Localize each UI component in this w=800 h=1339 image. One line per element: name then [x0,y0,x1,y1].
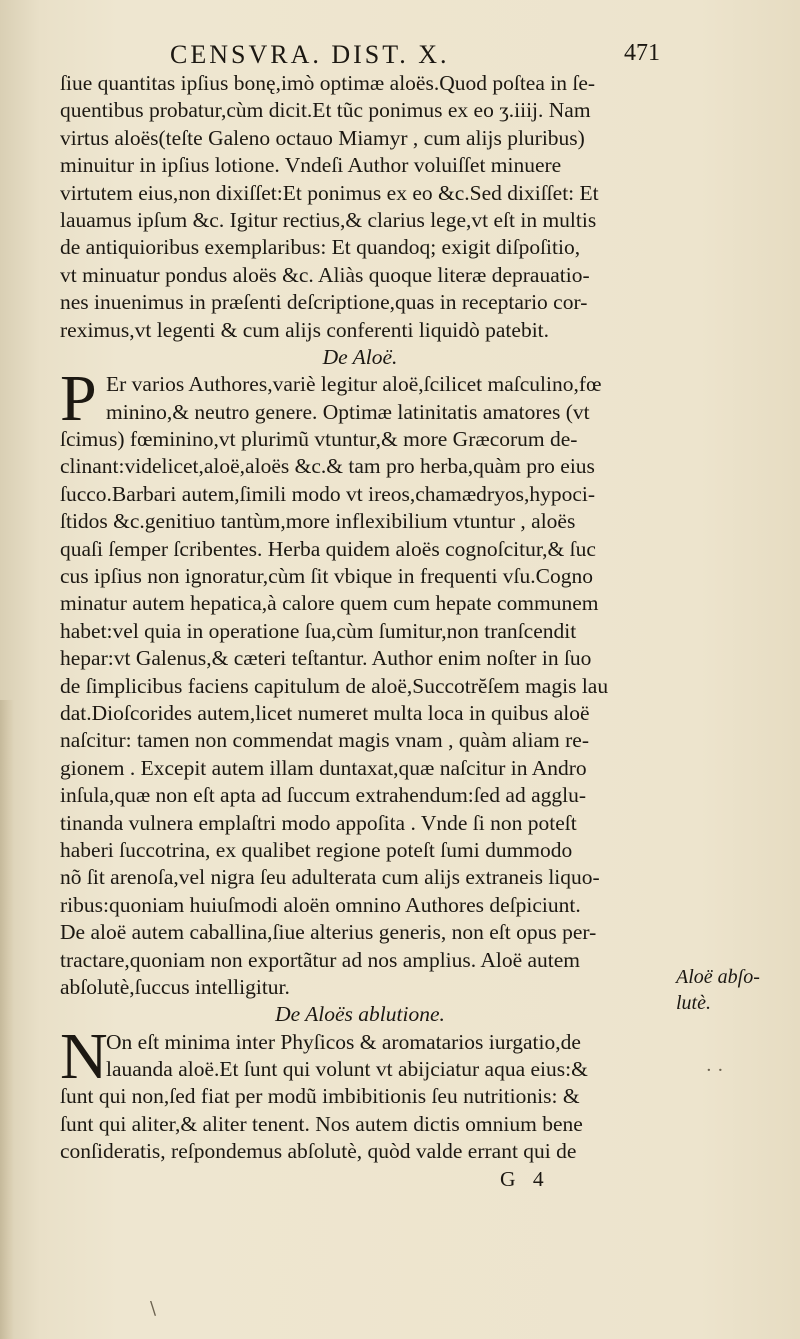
stray-ink-mark: · · [706,1060,724,1081]
text-line: minuitur in ipſius lotione. Vndeſi Author voluiſſet minuere [60,153,562,178]
text-line: hepar:vt Galenus,& cæteri teſtantur. Author enim noſter in ſuo [60,646,592,671]
text-line: tractare,quoniam non exportãtur ad nos amplius. Aloë autem [60,947,581,972]
running-head: CENSVRA. DIST. X. [170,40,450,69]
text-line: ribus:quoniam huiuſmodi aloën omnino Authores deſpiciunt. [60,892,581,917]
text-line: de ſimplicibus faciens capitulum de aloë,Succotrĕſem magis lau [60,673,609,698]
text-line: conſideratis, reſpondemus abſolutè, quòd valde errant qui de [60,1139,577,1164]
margin-note-line-2: lutè. [676,992,711,1014]
drop-cap-initial: N [60,1019,108,1093]
text-line: dat.Dioſcorides autem,licet numeret multa loca in quibus aloë [60,700,590,725]
text-line: De aloë autem caballina,ſiue alterius generis, non eſt opus per- [60,920,597,945]
text-line: reximus,vt legenti & cum alijs conferenti liquidò patebit. [60,317,550,342]
page-number: 471 [624,40,660,66]
text-line: de antiquioribus exemplaribus: Et quandoq; exigit diſpoſitio, [60,235,581,260]
stray-ink-mark: \ [150,1298,157,1319]
text-line: ſunt qui non,ſed fiat per modũ imbibitionis ſeu nutritionis: & [60,1084,580,1109]
text-line: abſolutè,ſuccus intelligitur. [60,974,290,999]
text-line: vt minuatur pondus aloës &c. Aliàs quoque literæ deprauatio- [60,262,590,287]
text-line: lauanda aloë.Et ſunt qui volunt vt abijciatur aqua eius:& [106,1057,588,1082]
page-gutter-shadow [0,700,14,1339]
paragraph-1 [60,70,660,344]
page-header [60,40,660,70]
text-line: minino,& neutro genere. Optimæ latinitatis amatores (vt [106,399,590,424]
text-line: nõ ſit arenoſa,vel nigra ſeu adulterata cum alijs extraneis liquo- [60,865,600,890]
text-line: habet:vel quia in operatione ſua,cùm ſumitur,non tranſcendit [60,618,577,643]
text-line: minatur autem hepatica,à calore quem cum hepate communem [60,591,599,616]
text-line: ſunt qui aliter,& aliter tenent. Nos autem dictis omnium bene [60,1111,583,1136]
paragraph-3 [60,1019,660,1166]
text-line: clinant:videlicet,aloë,aloës &c.& tam pro herba,quàm pro eius [60,454,595,479]
text-line: ſcimus) fœminino,vt plurimũ vtuntur,& more Græcorum de- [60,427,578,452]
signature-mark: G 4 [500,1166,550,1191]
text-line: ſtidos &c.genitiuo tantùm,more inflexibilium vtuntur , aloës [60,509,576,534]
text-line: nes inuenimus in præſenti deſcriptione,quas in receptario cor- [60,290,588,315]
section-heading-aloe: De Aloë. [322,344,398,369]
text-line: Er varios Authores,variè legitur aloë,ſcilicet maſculino,fœ [106,372,602,397]
text-line: naſcitur: tamen non commendat magis vnam , quàm aliam re- [60,728,589,753]
text-line: haberi ſuccotrina, ex qualibet regione poteſt ſumi dummodo [60,837,573,862]
text-line: quaſi ſemper ſcribentes. Herba quidem aloës cognoſcitur,& ſuc [60,536,596,561]
text-line: ſucco.Barbari autem,ſimili modo vt ireos,chamædryos,hypoci- [60,481,595,506]
text-line: tinanda vulnera emplaſtri modo appoſita . Vnde ſi non poteſt [60,810,577,835]
text-line: On eſt minima inter Phyſicos & aromatarios iurgatio,de [106,1029,581,1054]
text-line: cus ipſius non ignoratur,cùm ſit vbique in frequenti vſu.Cogno [60,564,593,589]
paragraph-2 [60,362,660,1001]
drop-cap-initial: P [60,362,97,436]
text-line: inſula,quæ non eſt apta ad ſuccum extrahendum:ſed ad agglu- [60,783,586,808]
text-line: virtus aloës(teſte Galeno octauo Miamyr , cum alijs pluribus) [60,125,585,150]
text-line: quentibus probatur,cùm dicit.Et tũc ponimus ex eo ʒ.iiij. Nam [60,98,591,123]
text-line: gionem . Excepit autem illam duntaxat,quæ naſcitur in Andro [60,755,587,780]
margin-note-line-1: Aloë abſo- [676,966,760,988]
text-line: virtutem eius,non dixiſſet:Et ponimus ex eo &c.Sed dixiſſet: Et [60,180,599,205]
text-block [60,70,660,1193]
text-line: ſiue quantitas ipſius bonę,imò optimæ aloës.Quod poſtea in ſe- [60,71,596,95]
text-line: lauamus ipſum &c. Igitur rectius,& clarius lege,vt eſt in multis [60,207,597,232]
section-heading-ablution: De Aloës ablutione. [275,1002,445,1027]
